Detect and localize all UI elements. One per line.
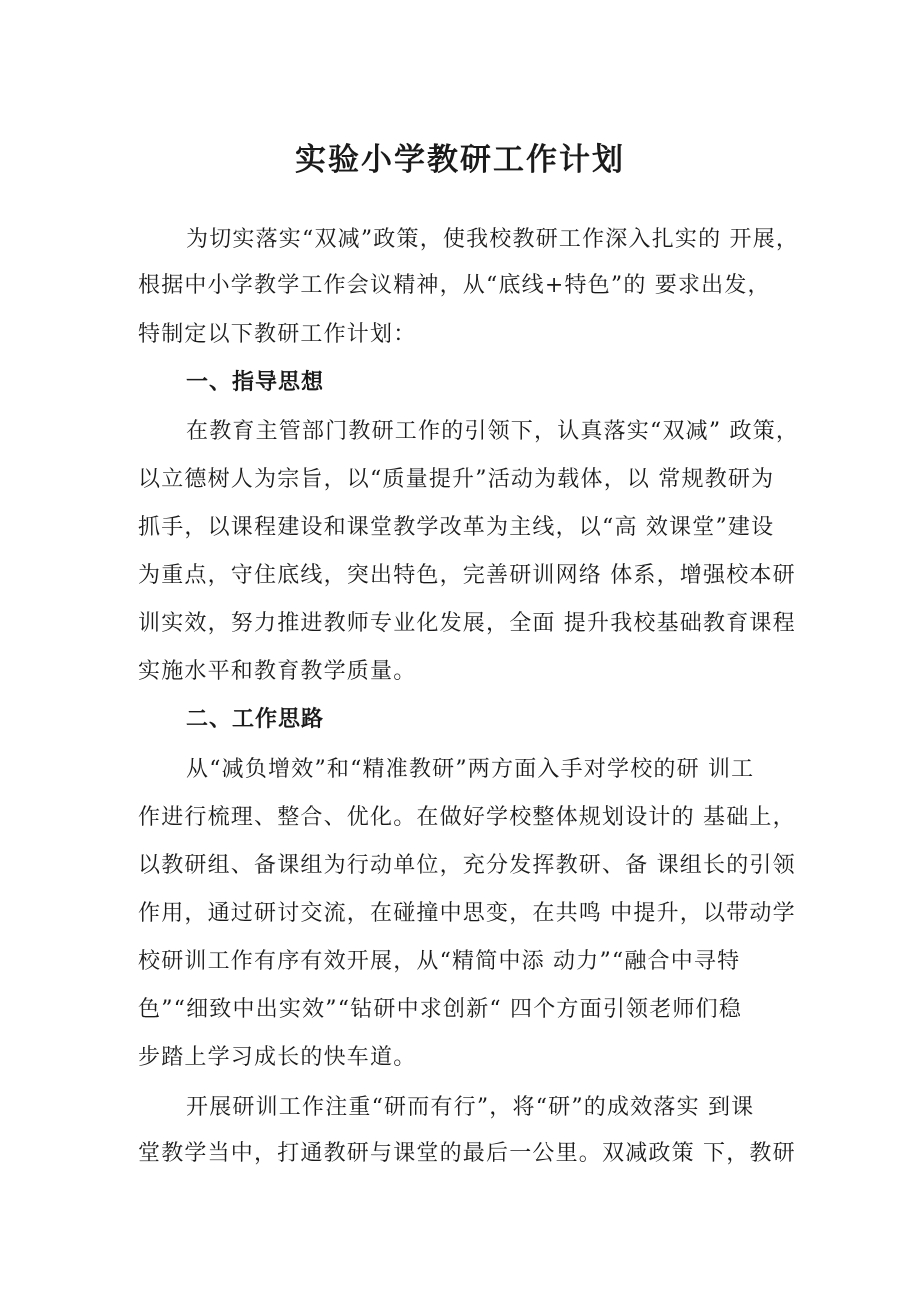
paragraph-line: 特制定以下教研工作计划：	[138, 322, 417, 347]
paragraph-line: 实施水平和教育教学质量。	[138, 659, 417, 684]
paragraph-line: 色”“细致中出实效”“钻研中求创新“ 四个方面引领老师们稳	[138, 997, 743, 1022]
paragraph-line: 训实效，努力推进教师专业化发展，全面 提升我校基础教育课程	[138, 611, 796, 636]
paragraph-line: 校研训工作有序有效开展，从“精简中添 动力”“融合中寻特	[138, 949, 741, 974]
paragraph-line: 以教研组、备课组为行动单位，充分发挥教研、备 课组长的引领	[138, 853, 796, 878]
paragraph-line: 抓手，以课程建设和课堂教学改革为主线，以“高 效课堂”建设	[138, 515, 775, 540]
paragraph-line: 堂教学当中，打通教研与课堂的最后一公里。双减政策 下，教研	[138, 1141, 796, 1166]
paragraph-line: 为重点，守住底线，突出特色，完善研训网络 体系，增强校本研	[138, 563, 796, 588]
paragraph-line: 从“减负增效”和“精准教研”两方面入手对学校的研 训工	[186, 757, 755, 782]
paragraph-line: 以立德树人为宗旨，以“质量提升”活动为载体，以 常规教研为	[138, 467, 775, 492]
paragraph-line: 为切实落实“双减”政策，使我校教研工作深入扎实的 开展，	[186, 227, 800, 252]
document-title: 实验小学教研工作计划	[295, 142, 625, 178]
section-heading: 一、指导思想	[186, 370, 325, 395]
section-heading: 二、工作思路	[186, 707, 325, 732]
paragraph-line: 作进行梳理、整合、优化。在做好学校整体规划设计的 基础上，	[138, 805, 796, 830]
paragraph-line: 开展研训工作注重“研而有行”，将“研”的成效落实 到课	[186, 1095, 755, 1120]
paragraph-line: 作用，通过研讨交流，在碰撞中思变，在共鸣 中提升，以带动学	[138, 901, 796, 926]
paragraph-line: 在教育主管部门教研工作的引领下，认真落实“双减” 政策，	[186, 419, 800, 444]
paragraph-line: 步踏上学习成长的快车道。	[138, 1045, 417, 1070]
paragraph-line: 根据中小学教学工作会议精神，从“底线+特色”的 要求出发，	[138, 273, 771, 298]
